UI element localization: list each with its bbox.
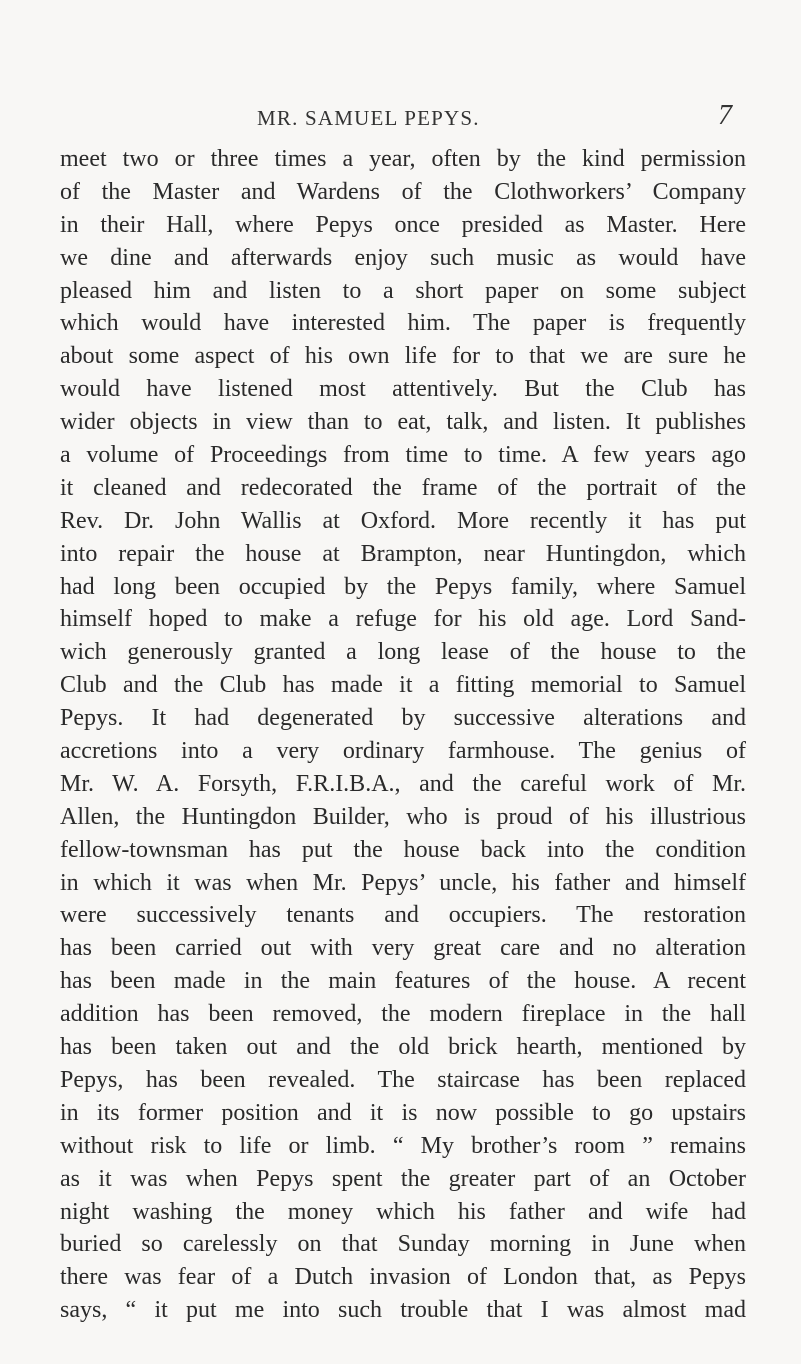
text-line: in its former position and it is now possible to go upstairs xyxy=(60,1099,746,1126)
text-line: fellow-townsman has put the house back into the condition xyxy=(60,836,746,863)
running-title: MR. SAMUEL PEPYS. xyxy=(257,106,480,130)
text-line: wider objects in view than to eat, talk, and listen. It publishes xyxy=(60,409,746,436)
text-line: a volume of Proceedings from time to time. A few years ago xyxy=(60,442,746,469)
text-line: himself hoped to make a refuge for his old age. Lord Sand- xyxy=(60,606,746,633)
text-line: has been made in the main features of the house. A recent xyxy=(60,968,746,995)
text-line: about some aspect of his own life for to that we are sure he xyxy=(60,343,746,370)
text-line: without risk to life or limb. “ My brother’s room ” remains xyxy=(60,1132,746,1159)
text-line: Rev. Dr. John Wallis at Oxford. More recently it has put xyxy=(60,507,746,534)
text-line: night washing the money which his father and wife had xyxy=(60,1198,746,1225)
text-line: as it was when Pepys spent the greater part of an October xyxy=(60,1165,746,1192)
text-line: says, “ it put me into such trouble that I was almost mad xyxy=(60,1297,746,1324)
text-line: which would have interested him. The paper is frequently xyxy=(60,310,746,337)
text-line: in their Hall, where Pepys once presided as Master. Here xyxy=(60,211,746,238)
text-line: has been carried out with very great care and no alteration xyxy=(60,935,746,962)
text-line: were successively tenants and occupiers. The restoration xyxy=(60,902,746,929)
text-line: Mr. W. A. Forsyth, F.R.I.B.A., and the careful work of Mr. xyxy=(60,770,746,797)
text-line: addition has been removed, the modern fireplace in the hall xyxy=(60,1001,746,1028)
text-line: meet two or three times a year, often by the kind permission xyxy=(60,146,746,172)
text-line: of the Master and Wardens of the Clothworkers’ Company xyxy=(60,178,746,205)
text-line: Allen, the Huntingdon Builder, who is proud of his illustrious xyxy=(60,803,746,830)
text-line: accretions into a very ordinary farmhouse. The genius of xyxy=(60,738,746,765)
text-line: there was fear of a Dutch invasion of London that, as Pepys xyxy=(60,1264,746,1291)
text-line: had long been occupied by the Pepys family, where Samuel xyxy=(60,573,746,600)
text-line: has been taken out and the old brick hearth, mentioned by xyxy=(60,1034,746,1061)
text-line: in which it was when Mr. Pepys’ uncle, his father and himself xyxy=(60,869,746,896)
text-line: Club and the Club has made it a fitting memorial to Samuel xyxy=(60,672,746,699)
text-line: Pepys, has been revealed. The staircase has been replaced xyxy=(60,1066,746,1093)
text-line: Pepys. It had degenerated by successive alterations and xyxy=(60,705,746,732)
text-line: it cleaned and redecorated the frame of the portrait of the xyxy=(60,474,746,501)
text-line: we dine and afterwards enjoy such music as would have xyxy=(60,244,746,271)
body-text xyxy=(60,143,746,1327)
text-line: pleased him and listen to a short paper on some subject xyxy=(60,277,746,304)
text-line: into repair the house at Brampton, near Huntingdon, which xyxy=(60,540,746,567)
page-number: 7 xyxy=(718,100,732,131)
text-line: buried so carelessly on that Sunday morning in June when xyxy=(60,1231,746,1258)
text-line: wich generously granted a long lease of the house to the xyxy=(60,639,746,666)
text-line: would have listened most attentively. But the Club has xyxy=(60,376,746,403)
